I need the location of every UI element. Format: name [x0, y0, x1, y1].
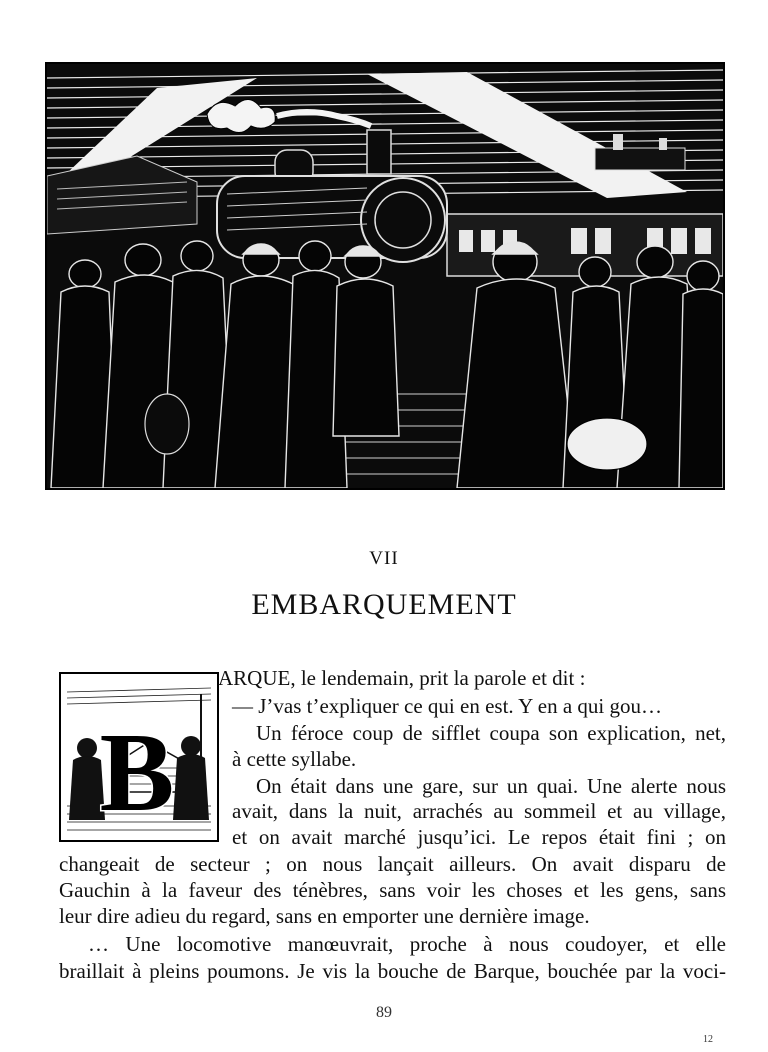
body-line: On était dans une gare, sur un quai. Une alerte nous: [256, 774, 726, 798]
body-line: leur dire adieu du regard, sans en emporter une dernière image.: [59, 904, 590, 928]
chapter-title: EMBARQUEMENT: [251, 588, 517, 621]
dropcap-illustration: [59, 672, 219, 842]
line-lead: ARQUE: [218, 666, 291, 690]
woodcut-illustration: [45, 62, 725, 490]
body-line: — J’vas t’expliquer ce qui en est. Y en a qui gou…: [232, 694, 662, 718]
body-line: à cette syllabe.: [232, 747, 357, 771]
chapter-number: VII: [369, 548, 399, 569]
page-number: 89: [376, 1004, 392, 1021]
body-line: changeait de secteur ; on nous lançait ailleurs. On avait disparu de: [59, 852, 726, 876]
body-line: [218, 664, 585, 692]
body-line: et on avait marché jusqu’ici. Le repos était fini ; on: [232, 825, 726, 849]
signature-mark: 12: [703, 1034, 713, 1045]
body-line: … Une locomotive manœuvrait, proche à nous coudoyer, et elle: [88, 932, 726, 956]
line-text: , le lendemain, prit la parole et dit :: [290, 666, 586, 690]
dropcap-letter: B: [99, 711, 175, 835]
body-line: Gauchin à la faveur des ténèbres, sans voir les choses et les gens, sans: [59, 878, 726, 902]
body-line: Un féroce coup de sifflet coupa son explication, net,: [256, 721, 726, 745]
body-line: avait, dans la nuit, arrachés au sommeil et au village,: [232, 799, 726, 823]
body-line: braillait à pleins poumons. Je vis la bouche de Barque, bouchée par la voci-: [59, 959, 726, 983]
